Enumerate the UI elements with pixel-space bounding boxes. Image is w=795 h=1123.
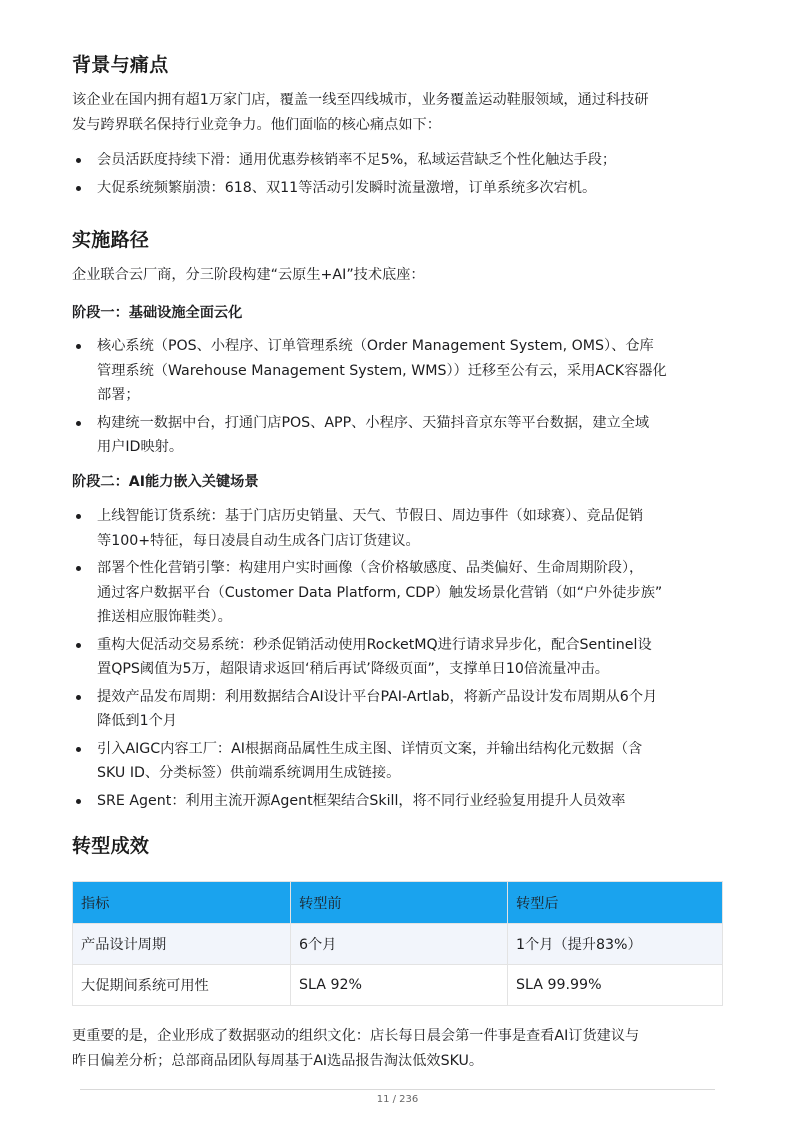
table-cell: SLA 99.99%: [508, 965, 723, 1006]
phase1-list: [72, 334, 723, 463]
bullet-line: 等100+特征，每日凌晨自动生成各门店订货建议。: [97, 532, 420, 549]
bullet-dot: [76, 695, 81, 700]
table-header-row: [73, 882, 723, 924]
list-item: [72, 148, 723, 173]
bullet-line: SKU ID、分类标签）供前端系统调用生成链接。: [97, 765, 401, 781]
bullet-dot: [76, 799, 81, 804]
bullet-line: 用户ID映射。: [97, 439, 184, 455]
section-heading-implementation: 实施路径: [72, 229, 150, 251]
pain-points-list: [72, 148, 723, 203]
table-header-cell: 转型后: [508, 882, 723, 924]
bullet-text: 会员活跃度持续下滑：通用优惠券核销率不足5%，私域运营缺乏个性化触达手段；: [97, 152, 617, 168]
section-heading-background: 背景与痛点: [72, 54, 169, 76]
table-row: [73, 965, 723, 1006]
table-header-cell: 转型前: [291, 882, 508, 924]
table-cell: 6个月: [291, 924, 508, 965]
phase1-title: 阶段一：基础设施全面云化: [72, 305, 243, 321]
list-item: [72, 556, 723, 630]
bullet-line: 核心系统（POS、小程序、订单管理系统（Order Management System, OMS）、仓库: [97, 338, 654, 354]
background-intro-line2: 发与跨界联名保持行业竞争力。他们面临的核心痛点如下：: [72, 116, 441, 133]
list-item: [72, 411, 723, 460]
table-cell: SLA 92%: [291, 965, 508, 1006]
list-item: [72, 685, 723, 734]
results-table: [72, 881, 723, 1006]
bullet-line: 重构大促活动交易系统：秒杀促销活动使用RocketMQ进行请求异步化，配合Sentinel设: [97, 636, 652, 653]
list-item: [72, 737, 723, 786]
bullet-line: 部署个性化营销引擎：构建用户实时画像（含价格敏感度、品类偏好、生命周期阶段），: [97, 560, 644, 576]
bullet-line: 部署；: [97, 387, 140, 403]
bullet-line: 推送相应服饰鞋类）。: [97, 609, 232, 625]
bullet-line: 引入AIGC内容工厂：AI根据商品属性生成主图、详情页文案，并输出结构化元数据（含: [97, 740, 643, 757]
background-intro: [72, 88, 723, 137]
closing-line2: 昨日偏差分析；总部商品团队每周基于AI选品报告淘汰低效SKU。: [72, 1052, 484, 1069]
background-intro-line1: 该企业在国内拥有超1万家门店，覆盖一线至四线城市，业务覆盖运动鞋服领域，通过科技研: [72, 92, 649, 108]
bullet-dot: [76, 747, 81, 752]
table-row: [73, 924, 723, 965]
phase2-list: [72, 504, 723, 816]
bullet-line: 置QPS阈值为5万，超限请求返回‘稍后再试’降级页面”，支撑单日10倍流量冲击。: [97, 661, 609, 677]
closing-paragraph: [72, 1024, 723, 1073]
table-cell: 大促期间系统可用性: [73, 965, 291, 1006]
table-cell: 1个月（提升83%）: [508, 924, 723, 965]
table-header-cell: 指标: [73, 882, 291, 924]
list-item: [72, 504, 723, 553]
bullet-dot: [76, 421, 81, 426]
list-item: [72, 633, 723, 682]
bullet-line: 降低到1个月: [97, 713, 177, 729]
bullet-line: 通过客户数据平台（Customer Data Platform, CDP）触发场景化营销（如“户外徒步族”: [97, 584, 663, 601]
bullet-dot: [76, 643, 81, 648]
phase2-title: 阶段二：AI能力嵌入关键场景: [72, 474, 259, 490]
bullet-line: SRE Agent：利用主流开源Agent框架结合Skill，将不同行业经验复用提升人员效率: [97, 792, 626, 809]
bullet-line: 提效产品发布周期：利用数据结合AI设计平台PAI-Artlab，将新产品设计发布周期从6个月: [97, 688, 658, 705]
list-item: [72, 334, 723, 408]
bullet-dot: [76, 566, 81, 571]
bullet-dot: [76, 158, 81, 163]
closing-line1: 更重要的是，企业形成了数据驱动的组织文化：店长每日晨会第一件事是查看AI订货建议与: [72, 1028, 640, 1044]
implementation-intro: 企业联合云厂商，分三阶段构建“云原生+AI”技术底座：: [72, 267, 425, 283]
list-item: [72, 789, 723, 814]
bullet-line: 上线智能订货系统：基于门店历史销量、天气、节假日、周边事件（如球赛）、竞品促销: [97, 508, 644, 524]
table-cell: 产品设计周期: [73, 924, 291, 965]
section-heading-results: 转型成效: [72, 835, 150, 857]
page-number: 11 / 236: [376, 1094, 419, 1105]
bullet-text: 大促系统频繁崩溃：618、双11等活动引发瞬时流量激增，订单系统多次宕机。: [97, 179, 597, 196]
footer-divider: [80, 1089, 715, 1090]
bullet-line: 管理系统（Warehouse Management System, WMS））迁移至公有云，采用ACK容器化: [97, 362, 667, 379]
bullet-dot: [76, 344, 81, 349]
bullet-dot: [76, 186, 81, 191]
bullet-line: 构建统一数据中台，打通门店POS、APP、小程序、天猫抖音京东等平台数据，建立全域: [97, 414, 650, 431]
list-item: [72, 176, 723, 201]
bullet-dot: [76, 514, 81, 519]
